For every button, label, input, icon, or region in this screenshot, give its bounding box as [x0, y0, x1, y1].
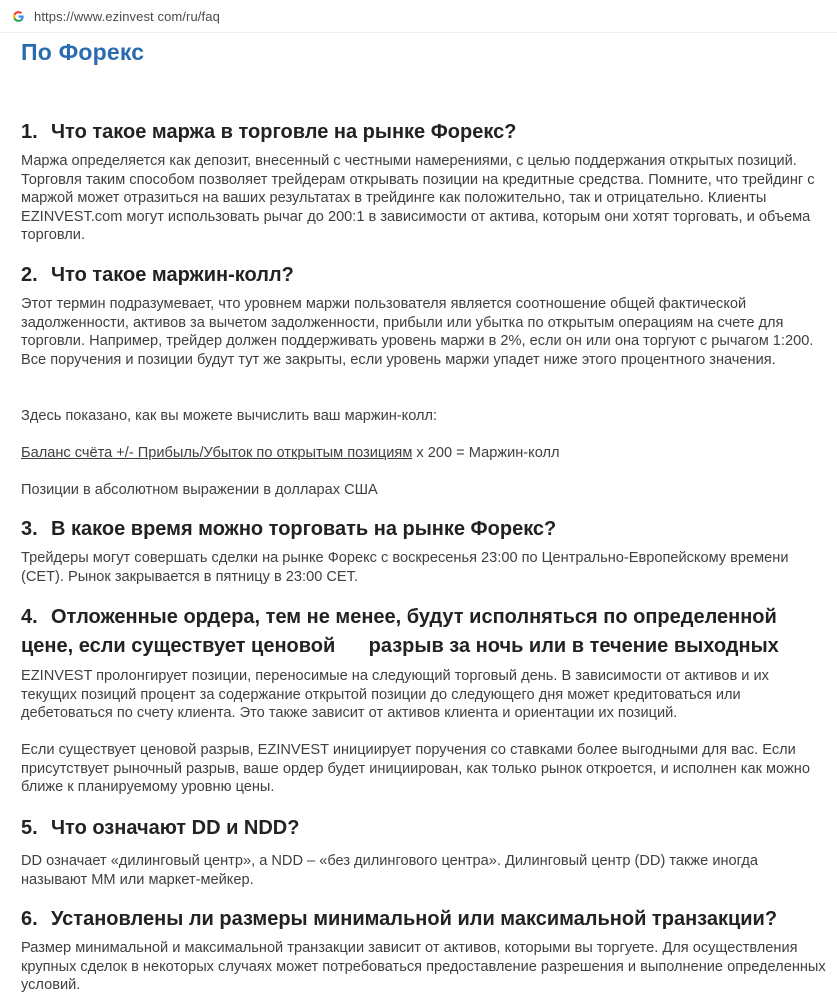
faq-number: 3.	[21, 518, 38, 540]
faq-question-3	[21, 516, 556, 543]
faq-question-5	[21, 815, 299, 842]
faq-question-text: Что означают DD и NDD?	[51, 817, 300, 839]
url-text[interactable]: https://www.ezinvest com/ru/faq	[34, 8, 220, 24]
usd-note: Позиции в абсолютном выражении в долларах США	[21, 482, 378, 498]
faq-question-text: Отложенные ордера, тем не менее, будут исполняться по определенной	[51, 606, 777, 628]
faq-question-text: Что такое маржин-колл?	[51, 264, 294, 286]
margin-call-calc-intro: Здесь показано, как вы можете вычислить ваш маржин-колл:	[21, 408, 438, 424]
formula-link[interactable]: Баланс счёта +/- Прибыль/Убыток по открытым позициям	[21, 445, 413, 461]
address-bar[interactable]	[0, 0, 837, 33]
faq-answer-4: EZINVEST пролонгирует позиции, переносимые на следующий торговый день. В зависимости от активов и их текущих позиций процент за содержание открытой позиции до следующего дня может кредитоваться или дебетоваться по счету клиента. Это также зависит от активов клиента и ориентации их позиций.	[21, 668, 769, 722]
formula-rest: x 200 = Маржин-колл	[412, 445, 560, 461]
faq-answer-6: Размер минимальной и максимальной транзакции зависит от активов, которыми вы торгуете. Для осуществления крупных сделок в некоторых случаях может потребоваться предоставление разрешения и выполнение определенных условий.	[21, 940, 826, 994]
page-title: По Форекс	[21, 39, 145, 65]
faq-answer-2: Этот термин подразумевает, что уровнем маржи пользователя является соотношение общей фактической задолженности, активов за вычетом задолженности, прибыли или убытка по открытым операциям на счете для торговли. Например, трейдер должен поддерживать уровень маржи в 2%, если он или она торгуют с рычагом 1:200. Все поручения и позиции будут тут же закрыты, если уровень маржи упадет ниже этого процентного значения.	[21, 296, 814, 368]
faq-answer-3: Трейдеры могут совершать сделки на рынке Форекс с воскресенья 23:00 по Центрально-Европейскому времени (CET). Рынок закрывается в пятницу в 23:00 CET.	[21, 550, 789, 585]
google-icon	[11, 9, 25, 23]
faq-number: 2.	[21, 264, 38, 286]
faq-number: 6.	[21, 908, 38, 930]
faq-answer-5: DD означает «дилинговый центр», а NDD – «без дилингового центра». Дилинговый центр (DD) также иногда называют ММ или маркет-мейкер.	[21, 853, 758, 888]
faq-number: 4.	[21, 606, 38, 628]
margin-call-formula	[21, 444, 826, 463]
faq-number: 5.	[21, 817, 38, 839]
faq-number: 1.	[21, 121, 38, 143]
faq-answer-4-part2: Если существует ценовой разрыв, EZINVEST инициирует поручения со ставками более выгодными для вас. Если присутствует рыночный разрыв, ваше ордер будет инициирован, как только рынок откроется, и исполнен как можно ближе к планируемому уровню цены.	[21, 742, 810, 796]
faq-question-text: Что такое маржа в торговле на рынке Форекс?	[51, 121, 517, 143]
faq-answer-1: Маржа определяется как депозит, внесенный с честными намерениями, с целью поддержания открытых позиций. Торговля таким способом позволяет трейдерам открывать позиции на кредитные средства. Помните, что трейдинг с маржой может отразиться на ваших результатах в трейдинге как положительно, так и отрицательно. Клиенты EZINVEST.com могут использовать рычаг до 200:1 в зависимости от актива, которым они хотят торговать, и объема торговли.	[21, 153, 815, 244]
faq-question-text: Установлены ли размеры минимальной или максимальной транзакции?	[51, 908, 778, 930]
faq-question-4-line1	[21, 604, 777, 631]
faq-question-1	[21, 119, 516, 146]
faq-question-text: В какое время можно торговать на рынке Форекс?	[51, 518, 557, 540]
faq-question-4-line2: цене, если существует ценовой разрыв за ночь или в течение выходных	[21, 635, 779, 657]
faq-question-6	[21, 906, 777, 933]
faq-question-2	[21, 262, 294, 289]
